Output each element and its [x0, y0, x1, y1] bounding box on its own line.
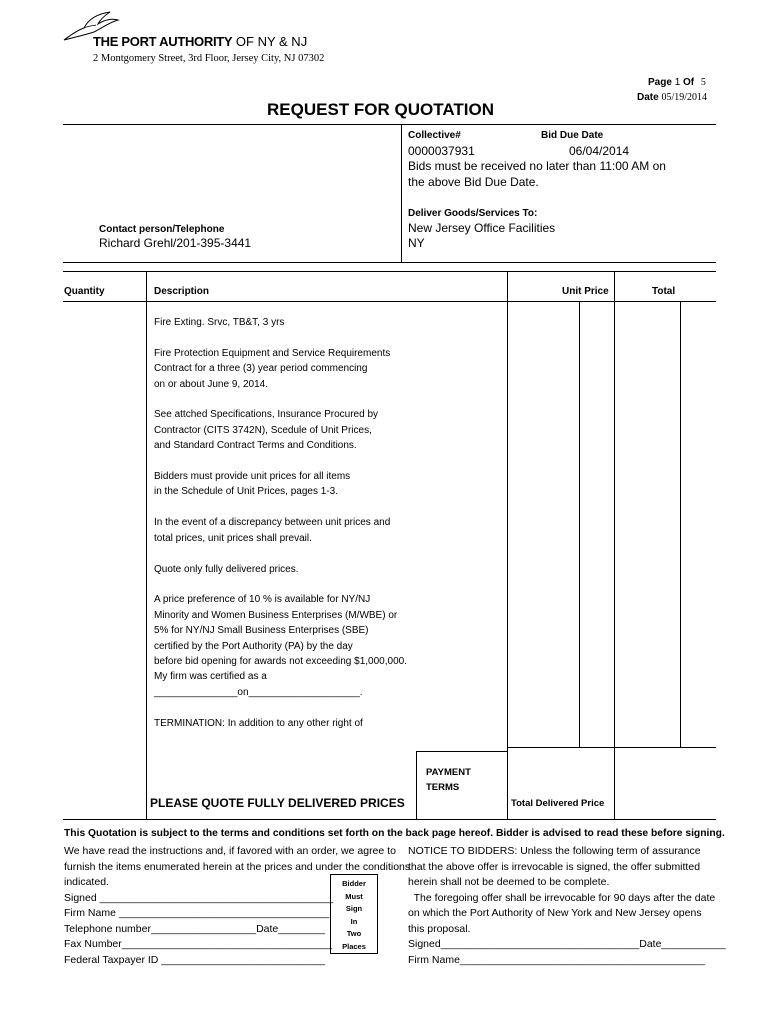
quote-notice: PLEASE QUOTE FULLY DELIVERED PRICES	[150, 796, 405, 810]
total-delivered-label: Total Delivered Price	[511, 798, 605, 809]
info-divider	[401, 124, 402, 262]
table-top-rule-2	[63, 271, 716, 272]
deliver-line-1: New Jersey Office Facilities	[408, 221, 556, 235]
bid-due-value: 06/04/2014	[569, 144, 630, 158]
agreement-line: indicated.	[64, 876, 109, 888]
description-line: _______________on____________________.	[154, 686, 363, 698]
description-line	[154, 700, 407, 715]
description-line: before bid opening for awards not exceeding $1,000,000.	[154, 655, 407, 667]
notice-line: that the above offer is irrevocable is signed, the offer submitted	[408, 860, 701, 873]
description-line: Quote only fully delivered prices.	[154, 563, 299, 575]
page-title: REQUEST FOR QUOTATION	[267, 100, 494, 119]
description-line	[154, 577, 407, 592]
description-line	[154, 546, 407, 561]
notice-line: NOTICE TO BIDDERS: Unless the following term of assurance	[408, 845, 701, 857]
col-line-description	[507, 271, 508, 819]
total-row-rule	[507, 747, 716, 748]
col-line-total	[680, 301, 681, 747]
description-line	[154, 392, 407, 407]
telephone-date-field[interactable]: Telephone number__________________Date________	[64, 922, 325, 935]
description-line: In the event of a discrepancy between unit prices and	[154, 517, 391, 529]
contact-value: Richard Grehl/201-395-3441	[99, 236, 252, 250]
contact-label: Contact person/Telephone	[99, 224, 225, 235]
col-line-unit-right	[614, 271, 615, 819]
description-line: Contractor (CITS 3742N), Scedule of Unit Prices,	[154, 424, 372, 436]
description-line	[154, 330, 407, 345]
notice-to-bidders	[408, 844, 726, 968]
description-line: in the Schedule of Unit Prices, pages 1-3.	[154, 486, 338, 498]
title-rule	[63, 124, 716, 125]
taxpayer-id-field[interactable]: Federal Taxpayer ID ____________________________	[64, 953, 325, 966]
description-line: A price preference of 10 % is available for NY/NJ	[154, 594, 371, 606]
bid-note-line-1: Bids must be received no later than 11:00 AM on	[408, 159, 666, 173]
col-header-unit-price: Unit Price	[562, 286, 609, 297]
notice-line: herein shall not be deemed to be complete.	[408, 876, 610, 888]
firm-name-field[interactable]: Firm Name ____________________________________	[64, 907, 330, 919]
fax-number-field[interactable]: Fax Number____________________________________	[64, 938, 332, 950]
description-line: Bidders must provide unit prices for all items	[154, 471, 351, 483]
deliver-label: Deliver Goods/Services To:	[408, 208, 538, 219]
payment-label-1: PAYMENT	[426, 767, 471, 778]
col-header-total: Total	[652, 286, 676, 297]
signed-field[interactable]: Signed ________________________________________	[64, 891, 334, 904]
notice-line: on which the Port Authority of New York and New Jersey opens	[408, 907, 702, 919]
collective-value: 0000037931	[408, 144, 475, 158]
table-bottom-rule	[63, 819, 716, 820]
bid-note-line-2: the above Bid Due Date.	[408, 175, 539, 189]
org-name	[93, 34, 307, 49]
description-line: on or about June 9, 2014.	[154, 378, 268, 390]
col-header-quantity: Quantity	[64, 286, 105, 297]
description-line: and Standard Contract Terms and Conditions.	[154, 440, 357, 452]
description-line: See attched Specifications, Insurance Procured by	[154, 409, 379, 421]
col-line-unit-left	[579, 301, 580, 747]
org-name-bold: THE PORT AUTHORITY	[93, 34, 233, 49]
table-top-rule-1	[63, 262, 716, 263]
deliver-line-2: NY	[408, 236, 425, 250]
description-line	[154, 500, 407, 515]
description-line: Fire Protection Equipment and Service Requirements	[154, 347, 391, 359]
description-line: Minority and Women Business Enterprises (M/WBE) or	[154, 609, 398, 621]
agreement-line: furnish the items enumerated herein at the prices and under the conditions	[64, 860, 411, 873]
org-address: 2 Montgomery Street, 3rd Floor, Jersey City, NJ 07302	[93, 53, 325, 64]
org-name-suffix: OF NY & NJ	[235, 34, 308, 49]
description-text	[154, 315, 407, 731]
bidder-sign-box: Bidder Must Sign In Two Places	[330, 874, 378, 954]
terms-subject-line: This Quotation is subject to the terms and conditions set forth on the back page hereof. Bidder is advised to read these before signing.	[64, 828, 725, 839]
irrevocable-firm-name-field[interactable]: Firm Name__________________________________________	[408, 953, 706, 966]
description-line: Contract for a three (3) year period commencing	[154, 363, 368, 375]
bid-due-label: Bid Due Date	[541, 130, 604, 141]
description-line: 5% for NY/NJ Small Business Enterprises (SBE)	[154, 625, 369, 637]
collective-label: Collective#	[408, 130, 461, 141]
col-header-description: Description	[154, 286, 210, 297]
table-header-rule	[63, 301, 716, 302]
description-line	[154, 454, 407, 469]
irrevocable-signed-field[interactable]: Signed__________________________________Date___________	[408, 938, 726, 950]
description-line: My firm was certified as a	[154, 671, 267, 683]
notice-line: The foregoing offer shall be irrevocable for 90 days after the date	[408, 891, 716, 904]
col-line-quantity	[146, 271, 147, 819]
description-line: certified by the Port Authority (PA) by the day	[154, 640, 353, 652]
description-line: TERMINATION: In addition to any other right of	[154, 717, 363, 729]
description-line: Fire Exting. Srvc, TB&T, 3 yrs	[154, 317, 285, 328]
agreement-line: We have read the instructions and, if favored with an order, we agree to	[64, 845, 396, 857]
page-indicator: Page 1 Of 5	[648, 77, 706, 88]
payment-label-2: TERMS	[426, 782, 460, 793]
description-line: total prices, unit prices shall prevail.	[154, 532, 312, 544]
notice-line: this proposal.	[408, 922, 471, 935]
date-indicator: Date 05/19/2014	[637, 92, 708, 103]
